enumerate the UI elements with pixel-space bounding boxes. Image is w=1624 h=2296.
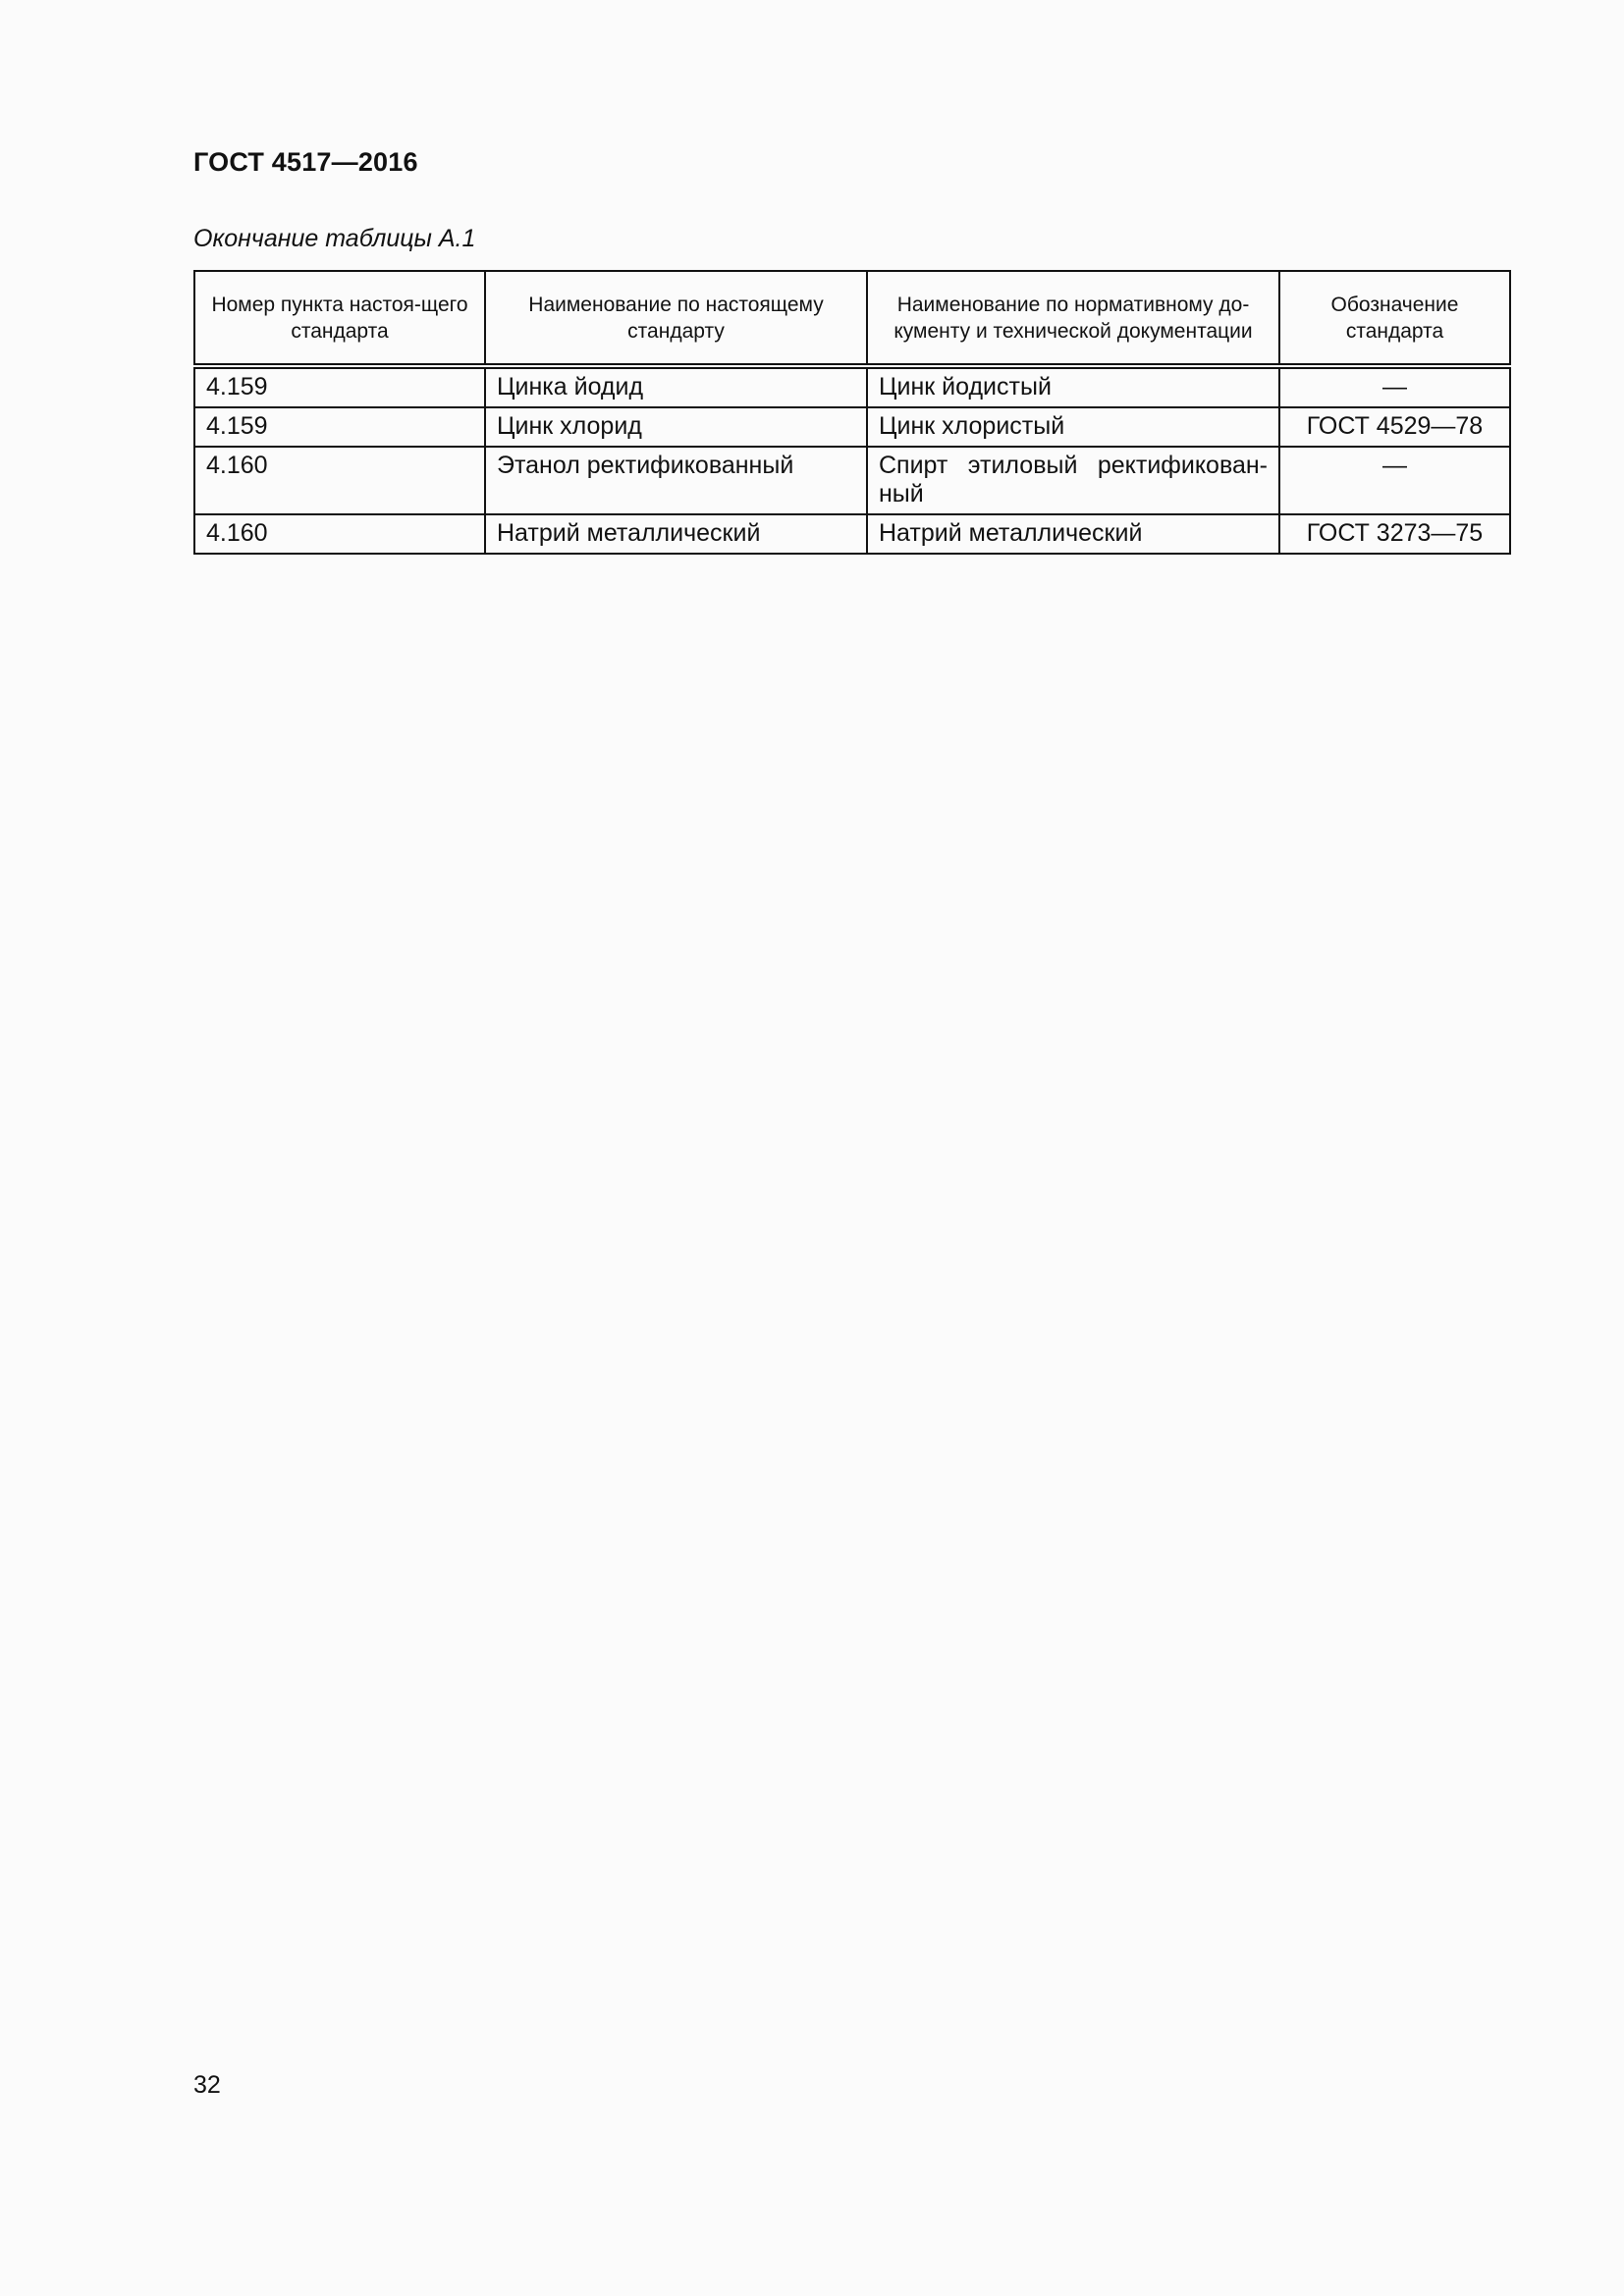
column-header-clause-number: Номер пункта настоя-щего стандарта <box>194 271 485 366</box>
cell-standard-designation: — <box>1279 447 1510 514</box>
cell-standard-designation: ГОСТ 4529—78 <box>1279 407 1510 447</box>
table-row <box>194 407 1510 447</box>
table-row <box>194 447 1510 514</box>
table-row <box>194 366 1510 407</box>
cell-name-in-standard: Этанол ректификованный <box>485 447 867 514</box>
cell-clause-number: 4.159 <box>194 366 485 407</box>
cell-name-in-normative-doc: Цинк йодистый <box>867 366 1279 407</box>
cell-clause-number: 4.160 <box>194 447 485 514</box>
page-number: 32 <box>193 2071 221 2099</box>
cell-clause-number: 4.159 <box>194 407 485 447</box>
cell-name-in-standard: Цинк хлорид <box>485 407 867 447</box>
table-row <box>194 514 1510 554</box>
column-header-standard-designation: Обозначение стандарта <box>1279 271 1510 366</box>
cell-name-in-normative-doc: Натрий металлический <box>867 514 1279 554</box>
table-header-row <box>194 271 1510 366</box>
cell-clause-number: 4.160 <box>194 514 485 554</box>
cell-name-in-standard: Цинка йодид <box>485 366 867 407</box>
data-table <box>193 270 1511 555</box>
cell-name-in-normative-doc: Цинк хлористый <box>867 407 1279 447</box>
column-header-name-in-standard: Наименование по настоящему стандарту <box>485 271 867 366</box>
cell-name-in-standard: Натрий металлический <box>485 514 867 554</box>
column-header-name-in-normative-doc: Наименование по нормативному до-кументу и технической документации <box>867 271 1279 366</box>
cell-name-in-normative-doc: Спирт этиловый ректификован-ный <box>867 447 1279 514</box>
cell-standard-designation: — <box>1279 366 1510 407</box>
cell-standard-designation: ГОСТ 3273—75 <box>1279 514 1510 554</box>
table-caption: Окончание таблицы А.1 <box>193 225 476 252</box>
document-header: ГОСТ 4517—2016 <box>193 147 418 177</box>
